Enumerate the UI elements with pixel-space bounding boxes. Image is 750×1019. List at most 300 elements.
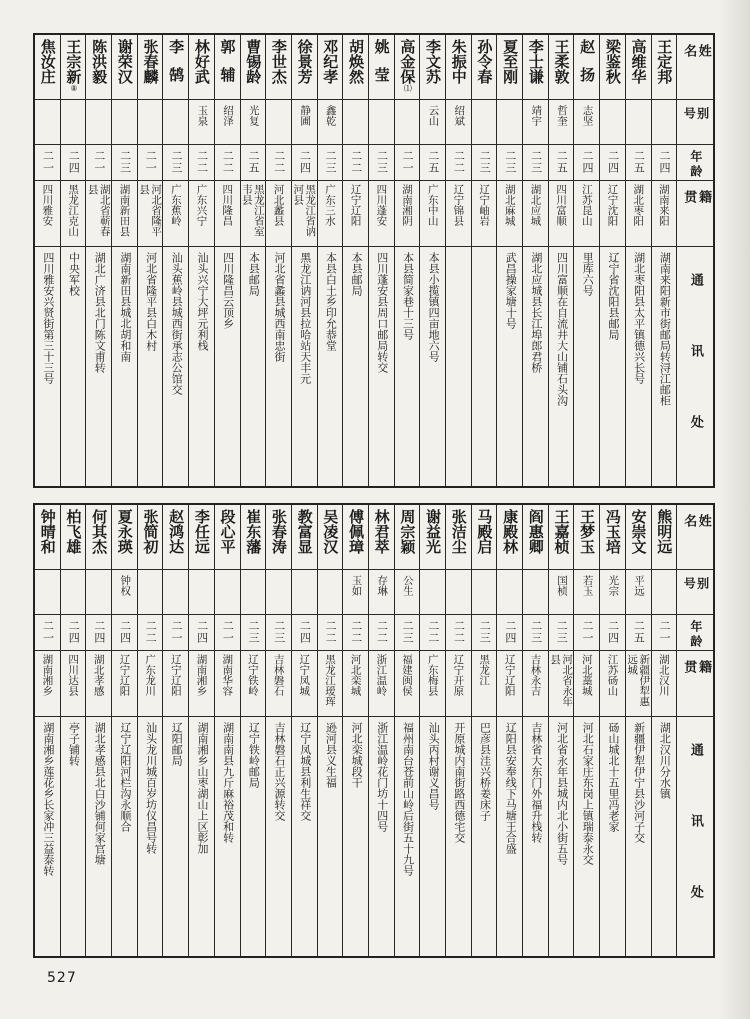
person-column (241, 505, 267, 956)
age-cell: 二四 (61, 145, 86, 181)
address-cell: 吉林省大东门外福升栈转 (529, 722, 543, 843)
alias-cell (446, 570, 471, 615)
header-address: 通讯处 (687, 273, 703, 486)
directory-table-bottom (33, 503, 715, 958)
address-cell: 四川蓬安县周口邮局转交 (375, 252, 389, 373)
name-cell: 李世杰 (266, 35, 291, 100)
name-cell: 林君萃 (369, 505, 394, 570)
age-cell: 二三 (241, 615, 266, 651)
address-cell: 汕头丙村谢义昌号 (427, 722, 441, 810)
address-cell: 河北省永年县城内北小街五号 (555, 722, 569, 865)
name-cell: 高维华 (626, 35, 651, 100)
name-cell: 崔东藩 (241, 505, 266, 570)
address-cell: 辽宁凤城县利生祥交 (298, 722, 312, 821)
address-cell: 新疆伊犁伊宁县沙河子交 (632, 722, 646, 843)
alias-cell (472, 570, 497, 615)
age-cell: 二二 (138, 615, 163, 651)
person-column (138, 505, 164, 956)
age-cell: 二五 (420, 145, 445, 181)
age-cell: 二二 (420, 615, 445, 651)
native-place-cell: 吉林磐石 (266, 651, 291, 717)
native-place-cell: 四川蓬安 (369, 181, 394, 247)
address-cell: 河北栾城段干 (350, 722, 364, 788)
person-column (395, 505, 421, 956)
address-cell: 湖南新田县城北胡和南 (118, 252, 132, 362)
age-cell: 二五 (626, 145, 651, 181)
name-cell: 张洁尘 (446, 505, 471, 570)
name-cell: 教富显 (292, 505, 317, 570)
person-column (549, 505, 575, 956)
person-column (318, 35, 344, 486)
row-header-column (677, 505, 713, 956)
alias-cell (215, 570, 240, 615)
name-cell: 王柔敦 (549, 35, 574, 100)
address-cell: 辽宁铁岭邮局 (247, 722, 261, 788)
person-column (369, 505, 395, 956)
person-column (626, 505, 652, 956)
alias-cell (35, 100, 60, 145)
person-column (318, 505, 344, 956)
address-cell: 辽宁省沈阳县邮局 (606, 252, 620, 340)
age-cell: 二一 (35, 145, 60, 181)
name-cell: 夏至刚 (497, 35, 522, 100)
person-column (343, 35, 369, 486)
person-column (343, 505, 369, 956)
native-place-cell: 江苏砀山 (600, 651, 625, 717)
address-cell: 辽阳邮局 (170, 722, 184, 766)
address-cell (446, 247, 471, 486)
alias-cell (369, 100, 394, 145)
alias-cell: 公生 (395, 570, 420, 615)
header-alias: 别号 (677, 570, 713, 615)
alias-cell: 存琳 (369, 570, 394, 615)
address-cell: 本县小揽镇四亩地六号 (427, 252, 441, 362)
alias-cell: 玉如 (343, 570, 368, 615)
row-header-column (677, 35, 713, 486)
native-place-cell: 辽宁铁岭 (241, 651, 266, 717)
native-place-cell: 四川隆昌 (215, 181, 240, 247)
alias-cell (138, 100, 163, 145)
name-cell: 邓纪孝 (318, 35, 343, 100)
name-cell: 周宗颖 (395, 505, 420, 570)
alias-cell (626, 100, 651, 145)
age-cell: 二二 (343, 615, 368, 651)
age-cell: 二一 (574, 615, 599, 651)
address-cell: 汕头蕉岭县城西街承志公馆交 (170, 252, 184, 395)
directory-table-top (33, 33, 715, 488)
name-cell: 康殿林 (497, 505, 522, 570)
address-cell: 黑龙江讷河县拉哈站天丰元 (298, 252, 312, 384)
name-cell: 吴凌汉 (318, 505, 343, 570)
age-cell: 二三 (523, 615, 548, 651)
age-cell: 二四 (189, 615, 214, 651)
alias-cell (86, 100, 111, 145)
address-cell (472, 247, 497, 486)
age-cell: 二三 (266, 615, 291, 651)
name-cell: 夏永瑛 (112, 505, 137, 570)
age-cell: 二一 (215, 615, 240, 651)
native-place-cell: 湖南新田县 (112, 181, 137, 247)
native-place-cell: 辽宁辽阳 (497, 651, 522, 717)
alias-cell (318, 570, 343, 615)
name-cell: 钟晴和 (35, 505, 60, 570)
name-cell: 王梦玉 (574, 505, 599, 570)
address-cell: 本县邮局 (247, 252, 261, 296)
name-cell: 张春麟 (138, 35, 163, 100)
header-native: 籍贯 (677, 181, 713, 247)
address-cell: 湖南来阳新市街邮局转浔江邮柜 (658, 252, 672, 406)
name-cell: 阎惠卿 (523, 505, 548, 570)
page-number: 527 (47, 970, 77, 986)
age-cell: 二四 (292, 615, 317, 651)
alias-cell (343, 100, 368, 145)
native-place-cell: 广东中山 (420, 181, 445, 247)
native-place-cell: 广东兴宁 (189, 181, 214, 247)
native-place-cell: 河北藁城 (574, 651, 599, 717)
native-place-cell: 黑龙江省讷河县 (292, 181, 317, 247)
native-place-cell: 江苏昆山 (574, 181, 599, 247)
person-column (600, 35, 626, 486)
age-cell: 二四 (652, 145, 677, 181)
age-cell: 二一 (86, 145, 111, 181)
alias-cell (472, 100, 497, 145)
native-place-cell: 辽宁辽阳 (343, 181, 368, 247)
alias-cell (523, 570, 548, 615)
name-cell: 林好武 (189, 35, 214, 100)
name-cell: 冯玉培 (600, 505, 625, 570)
name-cell: 孙令春 (472, 35, 497, 100)
native-place-cell: 辽宁锦县 (446, 181, 471, 247)
name-cell: 何其杰 (86, 505, 111, 570)
person-column (266, 35, 292, 486)
address-cell: 汕头龙川城百岁坊仪昌号转 (144, 722, 158, 854)
name-cell: 李任远 (189, 505, 214, 570)
name-annotation: ⑴ (403, 84, 413, 92)
address-cell: 湖北枣阳县太平镇德兴长号 (632, 252, 646, 384)
person-column (574, 35, 600, 486)
address-cell: 四川隆昌云顶乡 (221, 252, 235, 329)
age-cell: 二四 (112, 615, 137, 651)
age-cell: 二二 (215, 145, 240, 181)
name-cell: 梁鉴秋 (600, 35, 625, 100)
person-column (497, 505, 523, 956)
age-cell: 二四 (600, 615, 625, 651)
native-place-cell: 湖北省蕲春县 (86, 181, 111, 247)
address-cell: 辽宁辽阳河栏沟永顺合 (118, 722, 132, 832)
age-cell: 二三 (497, 145, 522, 181)
name-cell: 谢荣汉 (112, 35, 137, 100)
age-cell: 二一 (35, 615, 60, 651)
age-cell: 二二 (446, 615, 471, 651)
age-cell: 二三 (549, 615, 574, 651)
alias-cell (112, 100, 137, 145)
alias-cell (138, 570, 163, 615)
native-place-cell: 湖北应城 (523, 181, 548, 247)
person-column (652, 505, 678, 956)
address-cell: 本县简家巷十三号 (401, 252, 415, 340)
address-cell: 河北省蠡县城西南忠街 (273, 252, 287, 362)
age-cell: 二三 (163, 145, 188, 181)
address-cell: 开原城内南街路西德宅交 (452, 722, 466, 843)
name-cell: 赵鸿达 (163, 505, 188, 570)
age-cell: 二二 (189, 145, 214, 181)
name-cell: 姚莹 (369, 35, 394, 100)
person-column (523, 35, 549, 486)
age-cell: 二三 (472, 615, 497, 651)
address-cell: 武昌操家塘十号 (504, 252, 518, 329)
address-cell: 里库六号 (581, 252, 595, 296)
header-name: 姓名 (677, 35, 713, 100)
name-cell: 高金保⑴ (395, 35, 420, 100)
age-cell: 二三 (395, 615, 420, 651)
person-column (549, 35, 575, 486)
person-column (35, 35, 61, 486)
native-place-cell: 辽宁沈阳 (600, 181, 625, 247)
person-column (446, 505, 472, 956)
native-place-cell: 新疆伊犁惠远城 (626, 651, 651, 717)
native-place-cell: 湖南华容 (215, 651, 240, 717)
address-cell: 湖北孝感县北白沙铺何家官塘 (93, 722, 107, 865)
person-column (420, 35, 446, 486)
name-cell: 徐景芳 (292, 35, 317, 100)
alias-cell: 云山 (420, 100, 445, 145)
address-cell: 四川富顺在自流井大山铺石头沟 (555, 252, 569, 406)
native-place-cell: 黑龙江省室韦县 (241, 181, 266, 247)
address-cell: 湖北应城县长江埠郎君桥 (529, 252, 543, 373)
native-place-cell: 湖南湘阴 (395, 181, 420, 247)
person-column (652, 35, 678, 486)
name-cell: 段心平 (215, 505, 240, 570)
age-cell: 二一 (395, 145, 420, 181)
name-cell: 焦汝庄 (35, 35, 60, 100)
native-place-cell: 黑龙江瑷珲 (318, 651, 343, 717)
alias-cell (61, 570, 86, 615)
person-column (61, 505, 87, 956)
name-cell: 陈洪毅 (86, 35, 111, 100)
address-cell: 湖北广济县北门陈文甫转 (93, 252, 107, 373)
native-place-cell: 湖北孝感 (86, 651, 111, 717)
name-cell: 马殿启 (472, 505, 497, 570)
address-cell: 吉林磐石正兴源转交 (273, 722, 287, 821)
alias-cell (163, 100, 188, 145)
age-cell: 二三 (112, 145, 137, 181)
name-cell: 王嘉桢 (549, 505, 574, 570)
alias-cell: 光宗 (600, 570, 625, 615)
address-cell: 福州南台苍前山岭后街五十九号 (401, 722, 415, 876)
name-cell: 李文苏 (420, 35, 445, 100)
address-cell: 巴彦县洼兴桥姜床子 (478, 722, 492, 821)
native-place-cell: 黑龙江克山 (61, 181, 86, 247)
age-cell: 二五 (241, 145, 266, 181)
native-place-cell: 辽宁辽阳 (163, 651, 188, 717)
native-place-cell: 广东蕉岭 (163, 181, 188, 247)
header-age: 年龄 (677, 615, 713, 651)
alias-cell: 绍泽 (215, 100, 240, 145)
age-cell: 二四 (86, 615, 111, 651)
alias-cell: 光复 (241, 100, 266, 145)
age-cell: 二一 (163, 615, 188, 651)
person-column (292, 505, 318, 956)
name-cell: 胡焕然 (343, 35, 368, 100)
person-column (61, 35, 87, 486)
person-column (626, 35, 652, 486)
address-cell: 中央军校 (67, 252, 81, 296)
alias-cell (35, 570, 60, 615)
native-place-cell: 辽宁岫岩 (472, 181, 497, 247)
address-cell: 湖南南县九斤麻裕茂和转 (221, 722, 235, 843)
address-cell: 本县邮局 (350, 252, 364, 296)
person-column (163, 505, 189, 956)
native-place-cell: 福建闽侯 (395, 651, 420, 717)
native-place-cell: 湖南湘乡 (189, 651, 214, 717)
address-cell: 辽阳县安奉线下马塘王合盛 (504, 722, 518, 854)
alias-cell: 哲奎 (549, 100, 574, 145)
alias-cell (266, 570, 291, 615)
name-cell: 王宗新⑧ (61, 35, 86, 100)
alias-cell (266, 100, 291, 145)
age-cell: 二三 (472, 145, 497, 181)
age-cell: 二二 (446, 145, 471, 181)
alias-cell: 绍斌 (446, 100, 471, 145)
alias-cell: 靖宇 (523, 100, 548, 145)
address-cell: 砀山城北十五里冯老家 (606, 722, 620, 832)
person-column (112, 505, 138, 956)
native-place-cell: 湖南湘乡 (35, 651, 60, 717)
person-column (112, 35, 138, 486)
person-column (446, 35, 472, 486)
native-place-cell: 河北省隆平县 (138, 181, 163, 247)
address-cell: 浙江温岭花门坊十四号 (375, 722, 389, 832)
person-column (189, 505, 215, 956)
alias-cell (600, 100, 625, 145)
native-place-cell: 浙江温岭 (369, 651, 394, 717)
address-cell: 汕头兴宁大坪元利栈 (195, 252, 209, 351)
alias-cell: 国桢 (549, 570, 574, 615)
name-annotation: ⑧ (69, 84, 79, 93)
name-cell: 郭辅 (215, 35, 240, 100)
person-column (86, 505, 112, 956)
address-cell: 四川雅安兴贤街第三十三号 (41, 252, 55, 384)
age-cell: 二五 (626, 615, 651, 651)
age-cell: 二一 (652, 615, 677, 651)
person-column (189, 35, 215, 486)
native-place-cell: 四川雅安 (35, 181, 60, 247)
alias-cell (292, 570, 317, 615)
person-column (266, 505, 292, 956)
person-column (574, 505, 600, 956)
person-column (369, 35, 395, 486)
person-column (86, 35, 112, 486)
native-place-cell: 辽宁凤城 (292, 651, 317, 717)
native-place-cell: 广东龙川 (138, 651, 163, 717)
alias-cell (189, 570, 214, 615)
age-cell: 二二 (343, 145, 368, 181)
native-place-cell: 湖北枣阳 (626, 181, 651, 247)
age-cell: 二二 (369, 615, 394, 651)
address-cell: 湖南湘乡山枣湖山上区彰加 (195, 722, 209, 854)
native-place-cell: 湖北麻城 (497, 181, 522, 247)
person-column (292, 35, 318, 486)
name-cell: 曹锡龄 (241, 35, 266, 100)
native-place-cell: 河北省永年县 (549, 651, 574, 717)
address-cell: 河北石家庄东岗上镇瑞泰永交 (581, 722, 595, 865)
name-cell: 李士谦 (523, 35, 548, 100)
person-column (138, 35, 164, 486)
native-place-cell: 河北栾城 (343, 651, 368, 717)
alias-cell: 平远 (626, 570, 651, 615)
native-place-cell: 湖南来阳 (652, 181, 677, 247)
address-cell: 逊河县义生福 (324, 722, 338, 788)
name-cell: 王定邦 (652, 35, 677, 100)
person-column (215, 505, 241, 956)
age-cell: 二三 (523, 145, 548, 181)
header-alias: 别号 (677, 100, 713, 145)
name-cell: 张春涛 (266, 505, 291, 570)
person-column (472, 35, 498, 486)
age-cell: 二三 (318, 145, 343, 181)
address-cell: 湖北汉川分水镇 (658, 722, 672, 799)
age-cell: 二五 (549, 145, 574, 181)
alias-cell: 若玉 (574, 570, 599, 615)
alias-cell (497, 100, 522, 145)
alias-cell: 鑫乾 (318, 100, 343, 145)
native-place-cell: 广东梅县 (420, 651, 445, 717)
header-name: 姓名 (677, 505, 713, 570)
age-cell: 二三 (369, 145, 394, 181)
person-column (497, 35, 523, 486)
alias-cell (163, 570, 188, 615)
age-cell: 二一 (138, 145, 163, 181)
alias-cell (420, 570, 445, 615)
header-age: 年龄 (677, 145, 713, 181)
name-cell: 赵扬 (574, 35, 599, 100)
native-place-cell: 黑龙江 (472, 651, 497, 717)
native-place-cell: 四川富顺 (549, 181, 574, 247)
person-column (600, 505, 626, 956)
age-cell: 二四 (292, 145, 317, 181)
age-cell: 二二 (318, 615, 343, 651)
age-cell: 二四 (61, 615, 86, 651)
age-cell: 二二 (266, 145, 291, 181)
name-cell: 李鹄 (163, 35, 188, 100)
person-column (215, 35, 241, 486)
name-cell: 张简初 (138, 505, 163, 570)
alias-cell (86, 570, 111, 615)
address-cell: 本县白土乡印允恭堂 (324, 252, 338, 351)
header-native: 籍贯 (677, 651, 713, 717)
name-cell: 安崇文 (626, 505, 651, 570)
alias-cell (61, 100, 86, 145)
alias-cell: 钟权 (112, 570, 137, 615)
person-column (472, 505, 498, 956)
native-place-cell: 四川达县 (61, 651, 86, 717)
alias-cell: 志坚 (574, 100, 599, 145)
person-column (241, 35, 267, 486)
native-place-cell: 辽宁开原 (446, 651, 471, 717)
native-place-cell: 湖北汉川 (652, 651, 677, 717)
name-cell: 谢益光 (420, 505, 445, 570)
person-column (523, 505, 549, 956)
native-place-cell: 辽宁辽阳 (112, 651, 137, 717)
name-cell: 傅佩璋 (343, 505, 368, 570)
native-place-cell: 广东三水 (318, 181, 343, 247)
native-place-cell: 吉林永吉 (523, 651, 548, 717)
age-cell: 二四 (574, 145, 599, 181)
alias-cell (395, 100, 420, 145)
name-cell: 熊明远 (652, 505, 677, 570)
address-cell: 亭子铺转 (67, 722, 81, 766)
person-column (35, 505, 61, 956)
